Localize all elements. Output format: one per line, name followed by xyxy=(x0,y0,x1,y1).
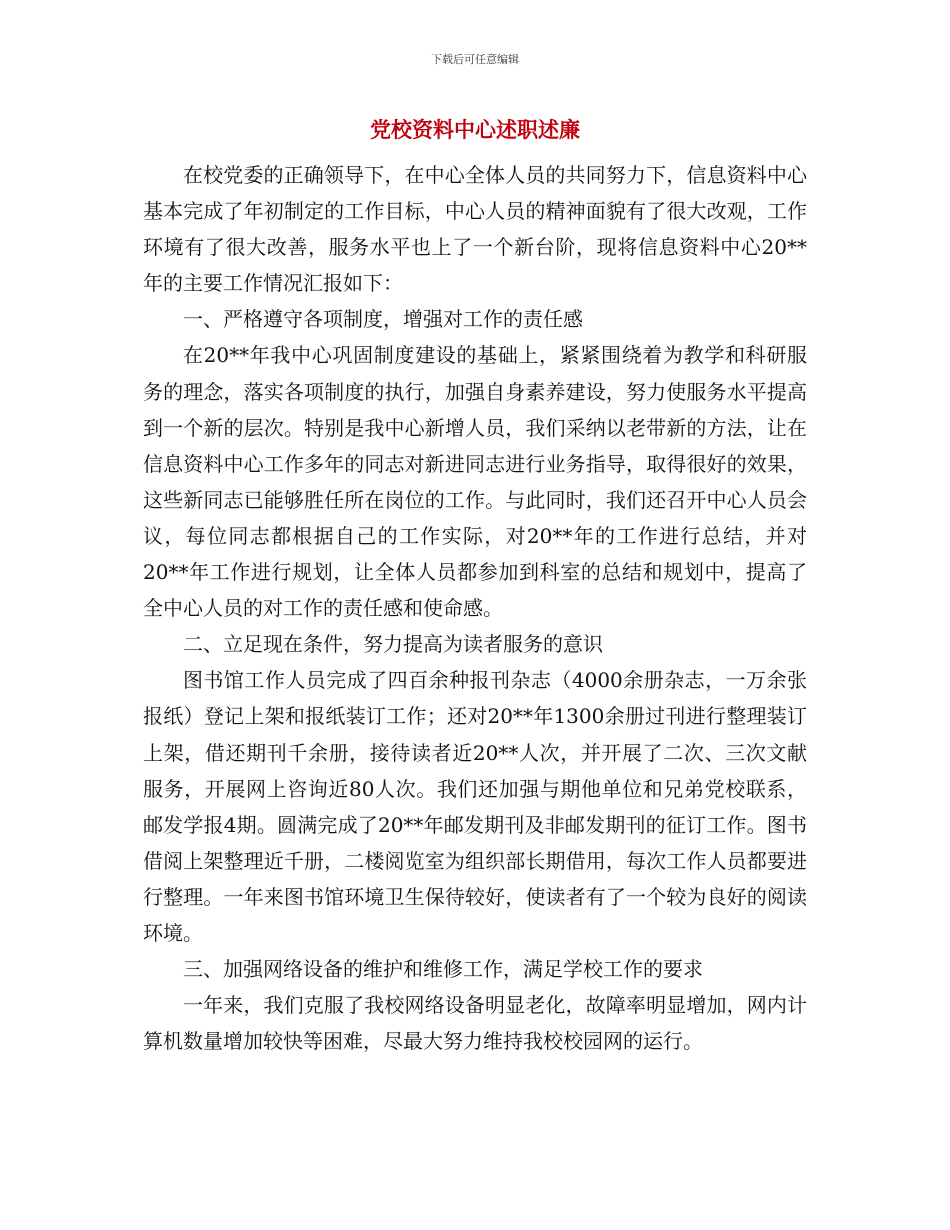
paragraph-section-2: 图书馆工作人员完成了四百余种报刊杂志（4000余册杂志，一万余张报纸）登记上架和报纸装订工作；还对20**年1300余册过刊进行整理装订上架，借还期刊千余册，接待读者近20**人次，并开展了二次、三次文献服务，开展网上咨询近80人次。我们还加强与期他单位和兄弟党校联系，邮发学报4期。圆满完成了20**年邮发期刊及非邮发期刊的征订工作。图书借阅上架整理近千册，二楼阅览室为组织部长期借用，每次工作人员都要进行整理。一年来图书馆环境卫生保待较好，使读者有了一个较为良好的阅读环境。 xyxy=(143,668,807,945)
document-body xyxy=(143,157,807,1059)
paragraph-section-3: 一年来，我们克服了我校网络设备明显老化，故障率明显增加，网内计算机数量增加较快等困难，尽最大努力维持我校校园网的运行。 xyxy=(143,993,807,1054)
section-heading-1: 一、严格遵守各项制度，增强对工作的责任感 xyxy=(183,307,583,332)
document-title: 党校资料中心述职述廉 xyxy=(370,117,580,142)
section-heading-2: 二、立足现在条件，努力提高为读者服务的意识 xyxy=(183,632,603,657)
section-heading-3: 三、加强网络设备的维护和维修工作，满足学校工作的要求 xyxy=(183,957,703,982)
header-note: 下载后可任意编辑 xyxy=(431,53,519,66)
paragraph-section-1: 在20**年我中心巩固制度建设的基础上，紧紧围绕着为教学和科研服务的理念，落实各项制度的执行，加强自身素养建设，努力使服务水平提高到一个新的层次。特别是我中心新增人员，我们采纳以老带新的方法，让在信息资料中心工作多年的同志对新进同志进行业务指导，取得很好的效果，这些新同志已能够胜任所在岗位的工作。与此同时，我们还召开中心人员会议，每位同志都根据自己的工作实际，对20**年的工作进行总结，并对20**年工作进行规划，让全体人员都参加到科室的总结和规划中，提高了全中心人员的对工作的责任感和使命感。 xyxy=(143,343,807,621)
paragraph-intro: 在校党委的正确领导下，在中心全体人员的共同努力下，信息资料中心基本完成了年初制定的工作目标，中心人员的精神面貌有了很大改观，工作环境有了很大改善，服务水平也上了一个新台阶，现将信息资料中心20**年的主要工作情况汇报如下： xyxy=(143,163,807,296)
